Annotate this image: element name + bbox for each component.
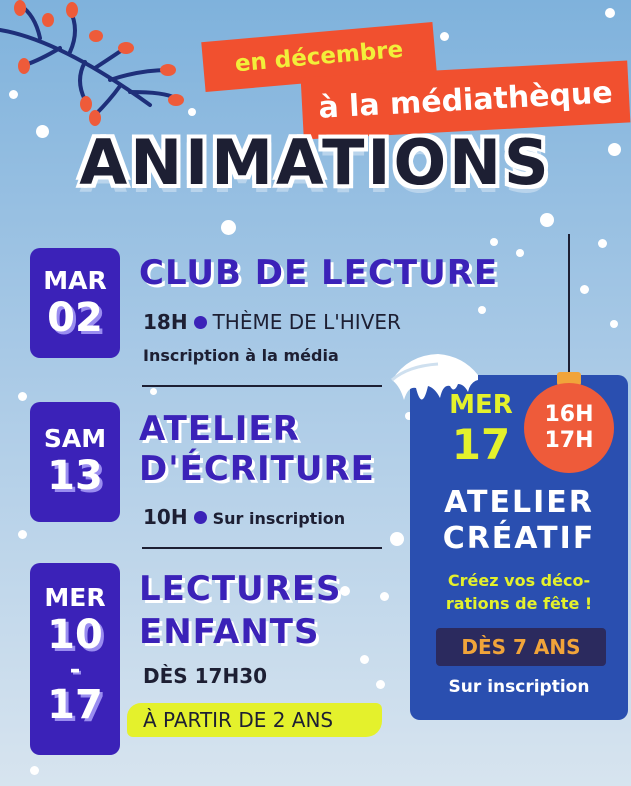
card-title: ATELIER CRÉATIF (442, 485, 596, 556)
date-badge-3 (30, 563, 120, 755)
event-age-3: À PARTIR DE 2 ANS (143, 708, 334, 732)
snowflake (490, 238, 498, 246)
snowflake (610, 320, 618, 328)
event-meta-2 (143, 505, 345, 529)
event-note-1: Inscription à la média (143, 346, 339, 365)
card-age-badge (436, 628, 606, 666)
event-note: Sur inscription (212, 509, 346, 528)
event-time: 10H (143, 505, 188, 529)
event-theme: THÈME DE L'HIVER (212, 310, 401, 334)
event-meta-1 (143, 310, 401, 334)
event-time-3: DÈS 17H30 (143, 664, 268, 688)
date-badge-dash: - (69, 655, 81, 685)
snowflake (580, 285, 589, 294)
date-badge-end: 17 (47, 682, 103, 728)
poster-title: ANIMATIONS (79, 126, 552, 199)
snowflake (376, 680, 385, 689)
snowflake (540, 213, 554, 227)
date-badge-start: 10 (47, 612, 103, 658)
date-badge-number: 02 (47, 295, 103, 341)
snowflake (390, 532, 404, 546)
date-badge-day: MER (44, 583, 106, 612)
snowflake (605, 8, 615, 18)
card-hours: 16H 17H (544, 402, 594, 453)
bullet-dot-icon (194, 316, 207, 329)
snowflake (360, 655, 369, 664)
event-title-2-line2: D'ÉCRITURE (139, 449, 375, 489)
divider (142, 547, 382, 549)
snowflake (516, 249, 524, 257)
snowflake (18, 392, 27, 401)
event-title-2-line1: ATELIER (139, 409, 300, 449)
bullet-dot-icon (194, 511, 207, 524)
date-badge-number: 13 (47, 453, 103, 499)
card-note: Sur inscription (448, 677, 590, 697)
snowflake (440, 32, 449, 41)
date-badge-1 (30, 248, 120, 358)
berry-branch-icon (0, 0, 200, 130)
date-badge-2 (30, 402, 120, 522)
snowflake (221, 220, 236, 235)
event-title-3-line2: ENFANTS (139, 612, 320, 652)
snowflake (18, 530, 27, 539)
place-banner-text: à la médiathèque (317, 74, 614, 126)
snowflake (30, 766, 39, 775)
date-badge-day: SAM (43, 424, 107, 453)
event-title-3-line1: LECTURES (139, 569, 342, 609)
snowflake (380, 592, 389, 601)
card-age: DÈS 7 ANS (461, 635, 581, 659)
divider (142, 385, 382, 387)
card-date: 17 (451, 420, 511, 469)
card-description: Créez vos déco- rations de fête ! (445, 571, 593, 613)
event-time: 18H (143, 310, 188, 334)
date-badge-day: MAR (43, 266, 107, 295)
card-day: MER (449, 390, 513, 420)
ornament-string (568, 234, 570, 374)
ornament-ball (524, 383, 614, 473)
snowflake (150, 388, 157, 395)
snowflake (478, 306, 486, 314)
event-title-1: CLUB DE LECTURE (139, 253, 499, 293)
month-banner-text: en décembre (233, 36, 405, 78)
snowflake (598, 239, 607, 248)
